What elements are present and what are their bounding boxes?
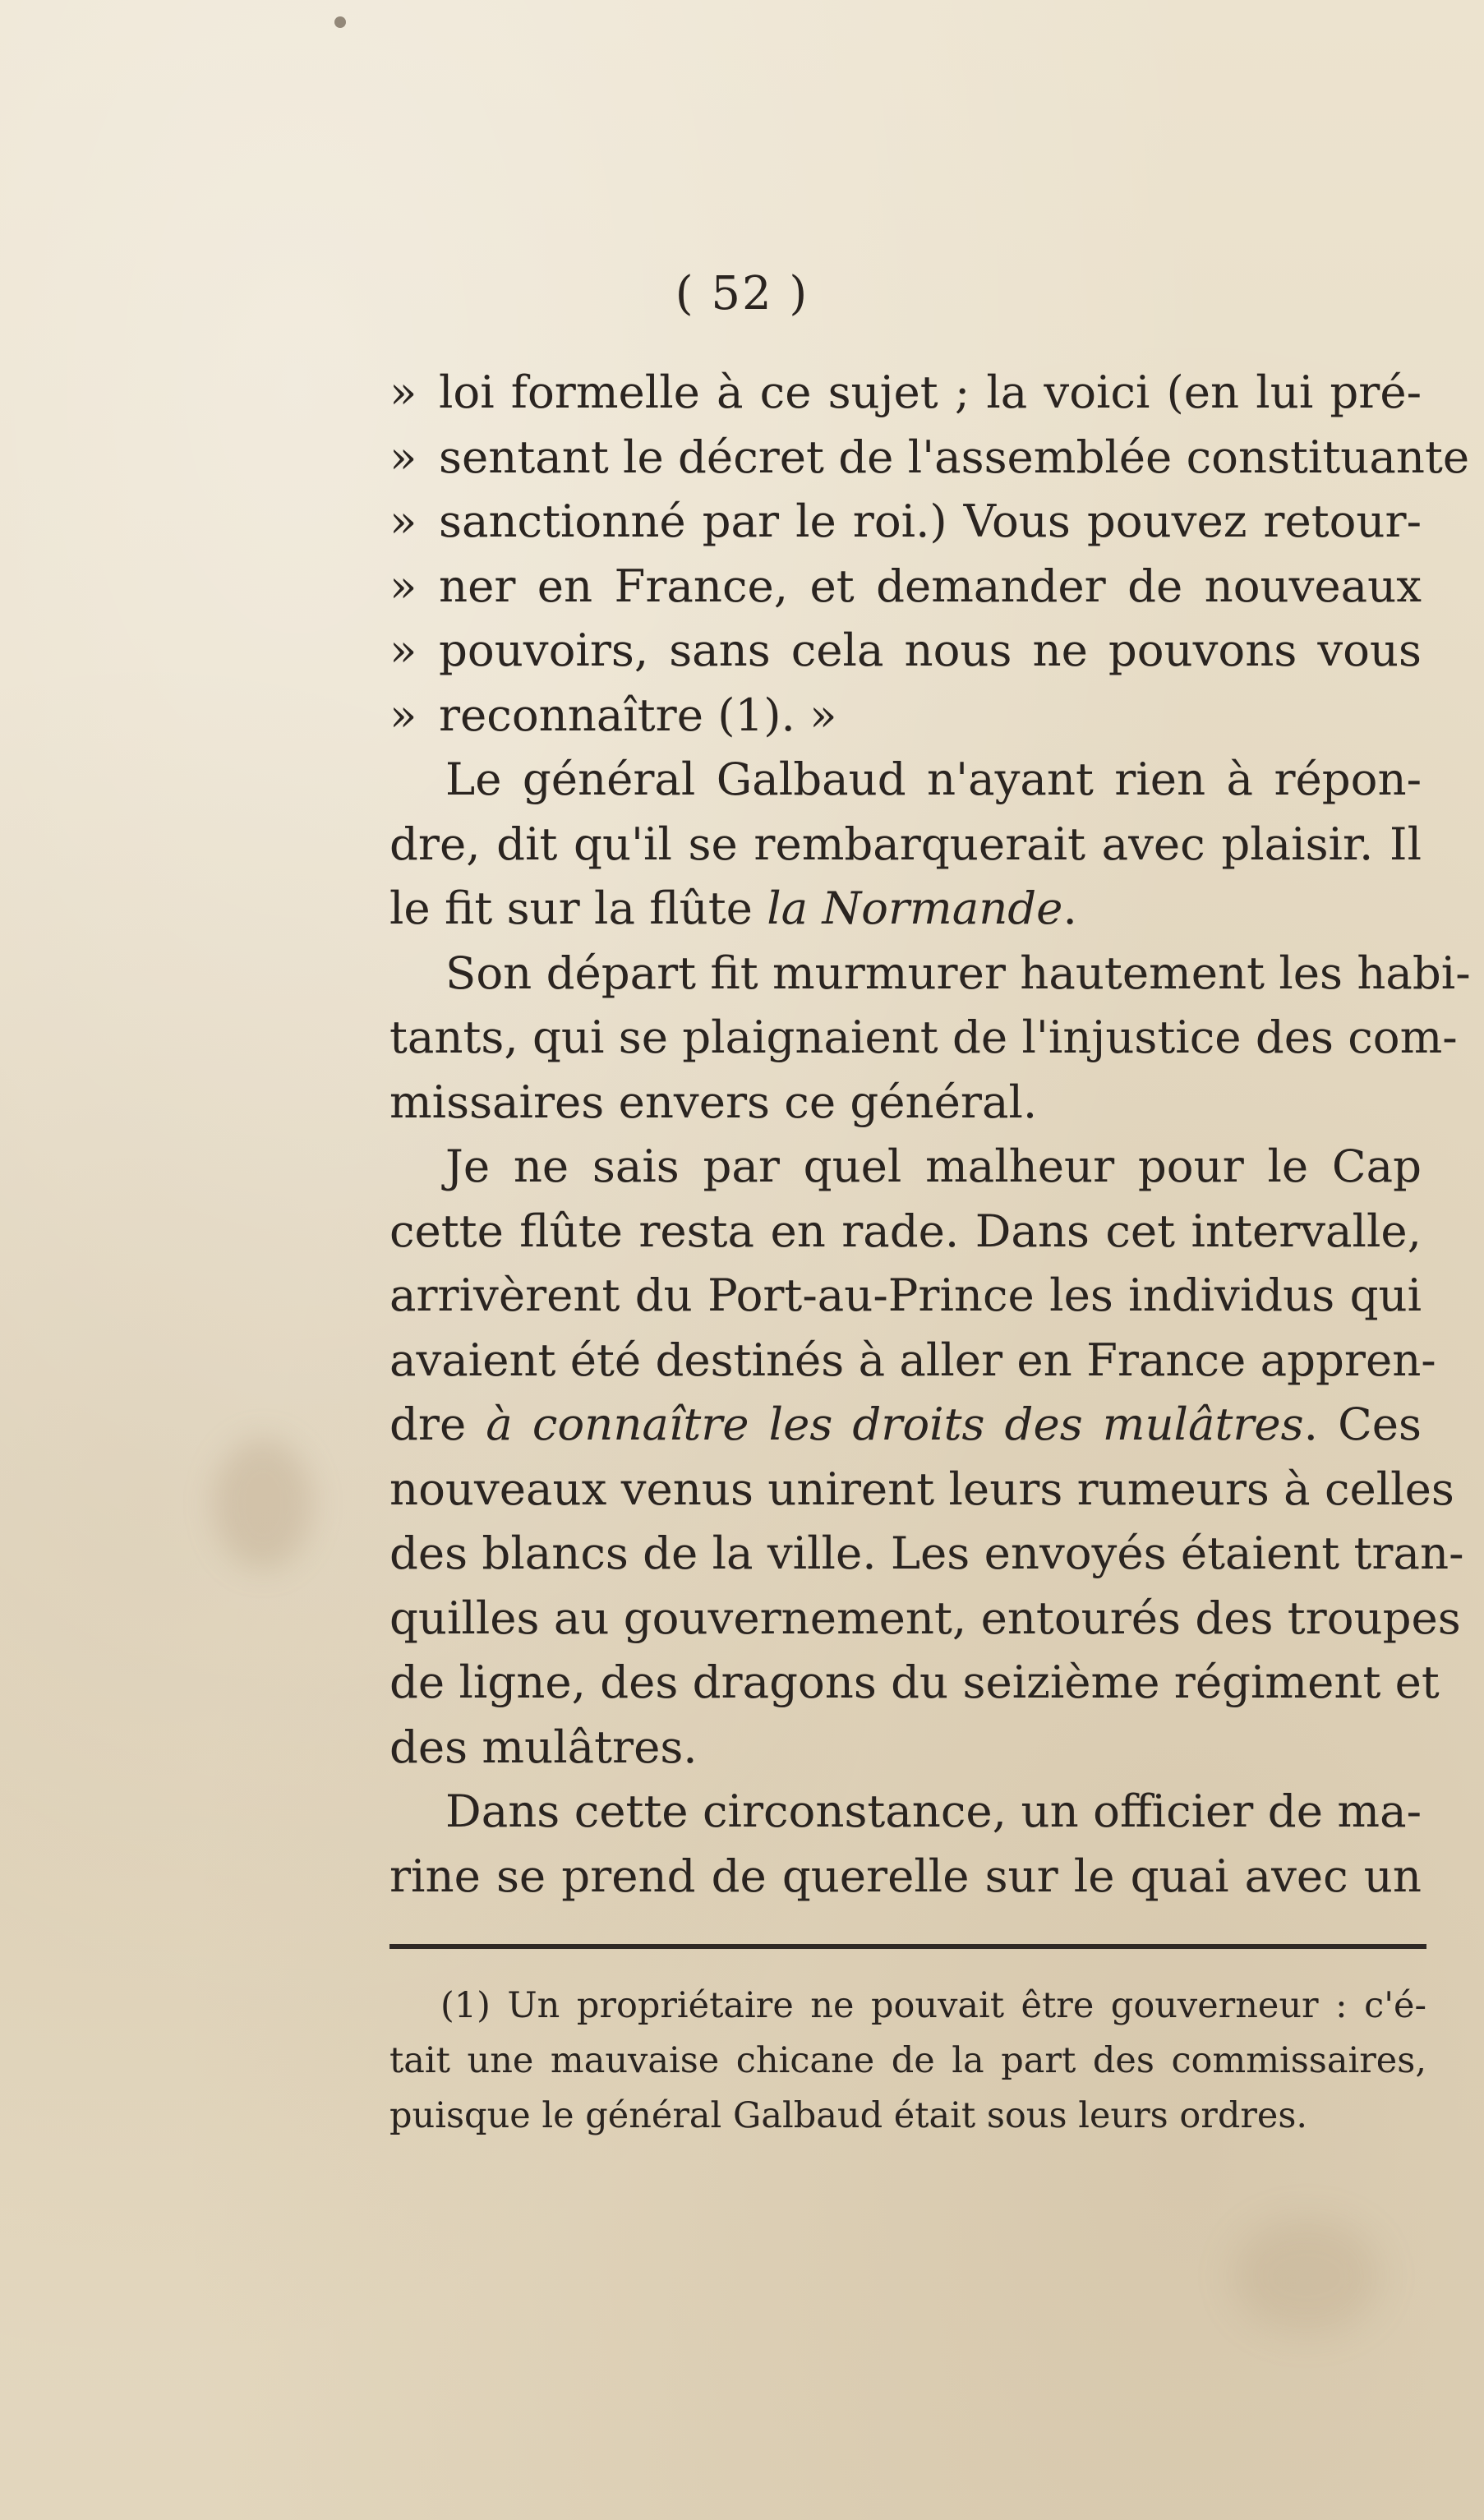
- italic-phrase: à connaître les droits des mulâtres: [486, 1398, 1304, 1450]
- footnote-rule: [389, 1944, 1426, 1949]
- footnote-line: tait une mauvaise chicane de la part des commissaires,: [389, 2040, 1426, 2081]
- text-line: rine se prend de querelle sur le quai avec un: [389, 1849, 1422, 1902]
- text-line: » sentant le décret de l'assemblée constituante: [389, 425, 1422, 490]
- italic-ship-name: la Normande: [767, 882, 1063, 934]
- paragraph-start-line: Dans cette circonstance, un officier de ma-: [445, 1785, 1422, 1837]
- text-line: » ner en France, et demander de nouveaux: [389, 554, 1422, 619]
- paper-stain: [214, 1438, 312, 1569]
- text-line: missaires envers ce général.: [389, 1075, 1038, 1128]
- footnote-line: (1) Un propriétaire ne pouvait être gouverneur : c'é-: [440, 1985, 1426, 2026]
- quote-mark: »: [389, 559, 417, 612]
- text-line: tants, qui se plaignaient de l'injustice des com-: [389, 1011, 1458, 1063]
- text-line: avaient été destinés à aller en France appren-: [389, 1333, 1436, 1386]
- paragraph-start-line: Le général Galbaud n'ayant rien à répon-: [445, 753, 1422, 805]
- text-line: arrivèrent du Port-au-Prince les individus qui: [389, 1269, 1422, 1321]
- paragraph-start-line: Je ne sais par quel malheur pour le Cap: [445, 1140, 1422, 1192]
- text-line: cette flûte resta en rade. Dans cet intervalle,: [389, 1204, 1422, 1257]
- paragraph-start-line: Son départ fit murmurer hautement les habi-: [445, 946, 1471, 999]
- ink-spot: [334, 16, 346, 28]
- text-line: dre, dit qu'il se rembarquerait avec plaisir. Il: [389, 817, 1422, 870]
- text-line: » pouvoirs, sans cela nous ne pouvons vous: [389, 618, 1422, 683]
- text-line: nouveaux venus unirent leurs rumeurs à celles: [389, 1462, 1454, 1515]
- quote-mark: »: [389, 495, 417, 547]
- text-line: » loi formelle à ce sujet ; la voici (en lui pré-: [389, 360, 1422, 425]
- quote-mark: »: [389, 624, 417, 676]
- main-text: [389, 360, 1471, 1908]
- quote-mark: »: [389, 688, 417, 741]
- page-number: ( 52 ): [675, 267, 809, 320]
- quote-mark: »: [389, 430, 417, 483]
- text-line: » reconnaître (1). »: [389, 683, 1422, 748]
- footnote-line: puisque le général Galbaud était sous leurs ordres.: [389, 2095, 1308, 2136]
- footnote: [389, 1979, 1426, 2144]
- quote-mark: »: [389, 366, 417, 418]
- text-line: des mulâtres.: [389, 1720, 698, 1773]
- text-line: des blancs de la ville. Les envoyés étaient tran-: [389, 1527, 1464, 1579]
- paper-stain: [1233, 2218, 1380, 2333]
- text-line: de ligne, des dragons du seizième régiment et: [389, 1656, 1440, 1708]
- text-line: le fit sur la flûte la Normande.: [389, 882, 1077, 934]
- text-line: » sanctionné par le roi.) Vous pouvez retour-: [389, 489, 1422, 554]
- text-line: dre à connaître les droits des mulâtres. Ces: [389, 1398, 1422, 1450]
- text-line: quilles au gouvernement, entourés des troupes: [389, 1591, 1461, 1644]
